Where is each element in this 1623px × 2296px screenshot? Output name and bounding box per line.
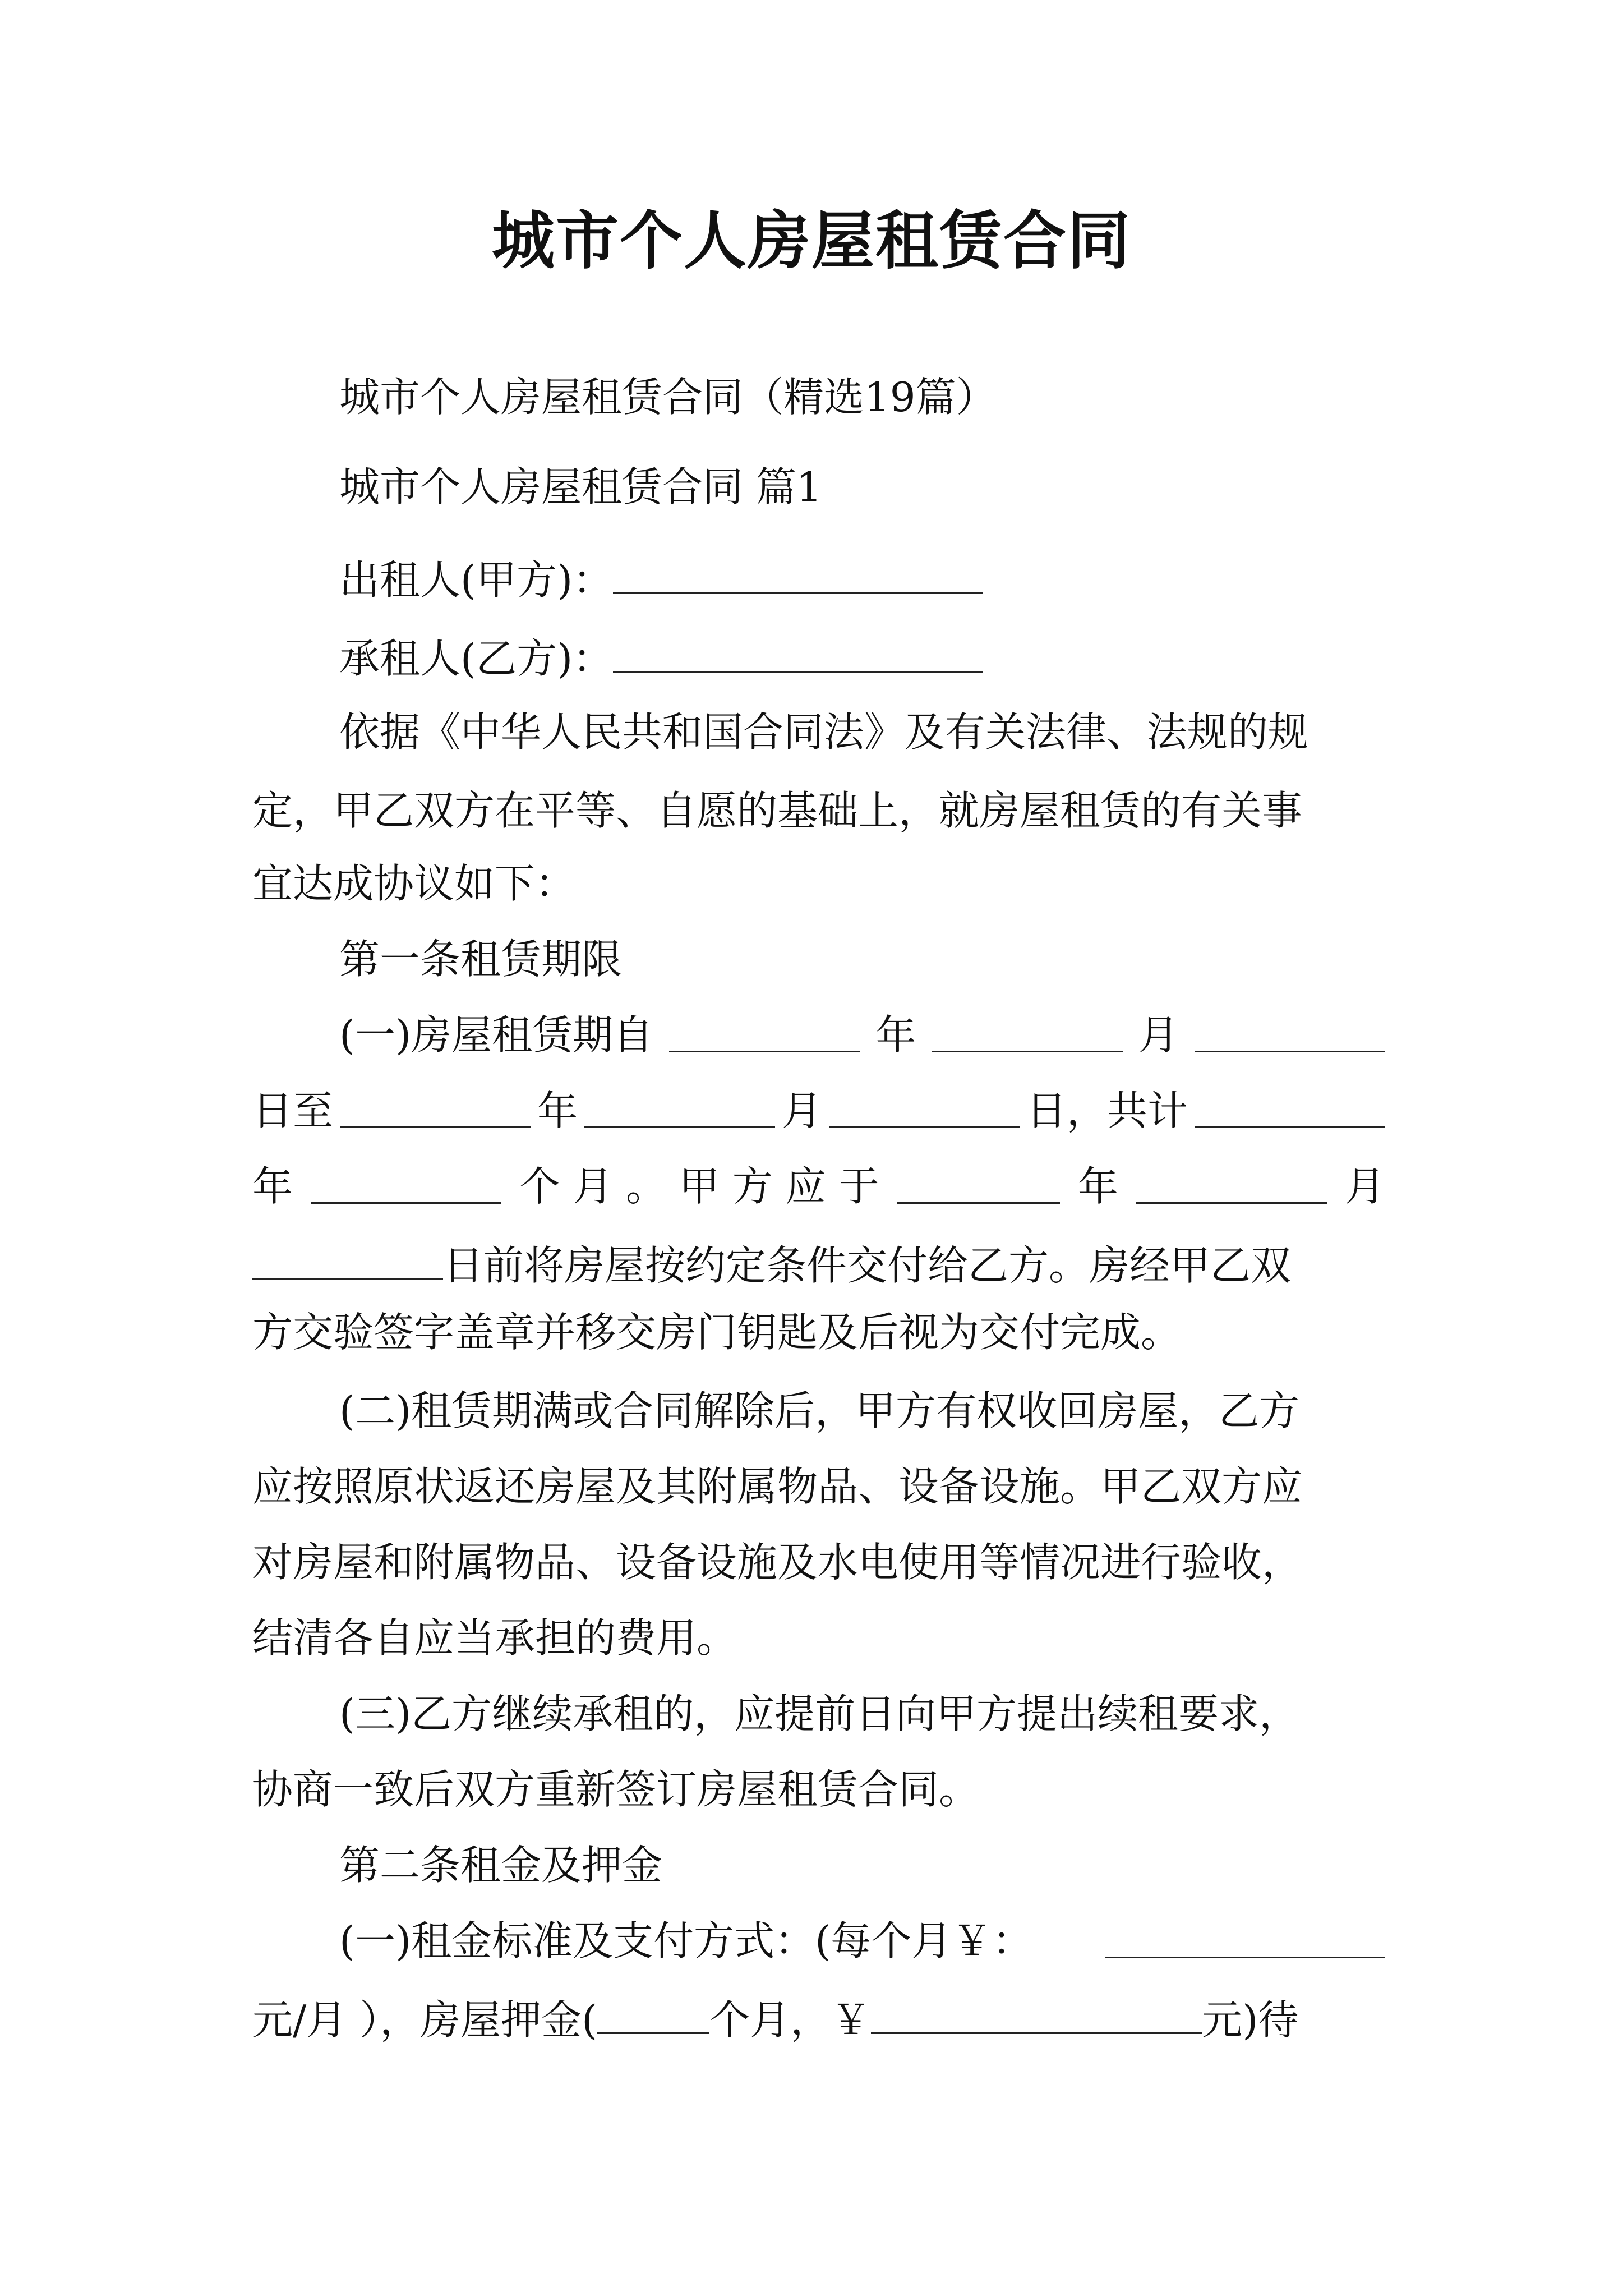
article1-clause2-line1: (二)租赁期满或合同解除后，甲方有权收回房屋，乙方 [339,1387,1300,1434]
article2-clause1-line2 [252,1989,1385,2048]
year-label: 年 [252,1163,293,1210]
lessee-label: 承租人(乙方)： [339,635,614,682]
start-year-blank[interactable] [669,1007,860,1052]
section-heading: 城市个人房屋租赁合同 篇1 [339,463,822,510]
day-total-label: 日，共计 [1026,1087,1188,1134]
article1-clause1-line5: 方交验签字盖章并移交房门钥匙及后视为交付完成。 [252,1309,1182,1356]
article1-clause1-line2 [252,1083,1385,1139]
intro-line-2: 定，甲乙双方在平等、自愿的基础上，就房屋租赁的有关事 [252,787,1303,834]
delivery-month-blank[interactable] [1136,1158,1327,1204]
article1-clause2-line3: 对房屋和附属物品、设备设施及水电使用等情况进行验收， [252,1539,1303,1586]
month-label: 月 [1138,1011,1179,1059]
delivery-year-blank[interactable] [897,1158,1060,1204]
lease-from-label: (一)房屋租赁期自 [339,1011,654,1059]
subtitle: 城市个人房屋租赁合同（精选19篇） [339,374,997,421]
intro-line-1: 依据《中华人民共和国合同法》及有关法律、法规的规 [339,708,1309,756]
lessor-blank[interactable] [613,549,983,594]
deposit-end-label: 元)待 [1202,1996,1299,2044]
article1-clause3-line1: (三)乙方继续承租的，应提前日向甲方提出续租要求， [339,1690,1300,1737]
day-to-label: 日至 [252,1087,334,1134]
end-month-blank[interactable] [584,1083,775,1128]
delivery-day-blank[interactable] [252,1234,443,1280]
deposit-months-blank[interactable] [597,1989,709,2034]
lessee-line [339,627,983,687]
deposit-amount-blank[interactable] [871,1989,1202,2034]
year-label: 年 [537,1087,578,1134]
article1-clause1-line3 [252,1158,1385,1214]
year-label: 年 [875,1011,916,1059]
monthly-rent-blank[interactable] [1105,1913,1385,1958]
article1-clause2-line4: 结清各自应当承担的费用。 [252,1614,737,1662]
month-label: 月 [781,1087,822,1134]
total-blank[interactable] [1195,1083,1385,1128]
delivery-terms: 日前将房屋按约定条件交付给乙方。房经甲乙双 [443,1242,1292,1289]
article1-clause2-line2: 应按照原状返还房屋及其附属物品、设备设施。甲乙双方应 [252,1463,1303,1510]
document-title: 城市个人房屋租赁合同 [492,204,1131,278]
rent-standard-label: (一)租金标准及支付方式：(每个月￥： [339,1917,1033,1964]
delivery-text: 个 月 。 甲 方 应 于 [519,1163,879,1210]
lessor-line [339,549,983,608]
start-month-blank[interactable] [932,1007,1123,1052]
lessor-label: 出租人(甲方)： [339,556,614,604]
end-year-blank[interactable] [340,1083,531,1128]
deposit-months-label: 个月，￥ [709,1996,872,2044]
year-label: 年 [1077,1163,1118,1210]
article2-clause1-line1 [339,1913,1385,1969]
article1-clause3-line2: 协商一致后双方重新签订房屋租赁合同。 [252,1766,980,1813]
end-day-blank[interactable] [829,1083,1020,1128]
month-label: 月 [1344,1163,1385,1210]
article1-clause1-line1 [339,1007,1385,1063]
total-months-blank[interactable] [311,1158,501,1204]
start-day-blank[interactable] [1195,1007,1385,1052]
lessee-blank[interactable] [613,627,983,673]
article2-heading: 第二条租金及押金 [339,1842,663,1889]
article1-heading: 第一条租赁期限 [339,936,623,983]
article1-clause1-line4 [252,1234,1385,1294]
deposit-label: 元/月 ），房屋押金( [252,1996,598,2044]
intro-line-3: 宜达成协议如下： [252,860,576,907]
